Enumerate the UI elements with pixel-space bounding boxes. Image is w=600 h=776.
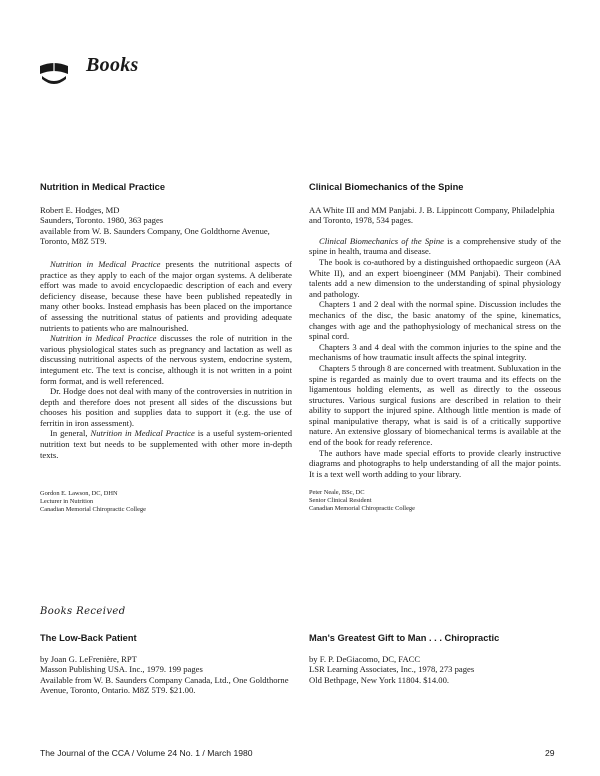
review-paragraph: In general, Nutrition in Medical Practice is a useful system-oriented nutrition text but needs to be supplemented with other more in-depth texts. [40,428,292,460]
received-book-availability: Available from W. B. Saunders Company Canada, Ltd., One Goldthorne Avenue, Toronto, Ontario. M8Z 5T9. $21.00. [40,674,289,696]
received-book-publisher: Masson Publishing USA. Inc., 1979. 199 pages [40,664,203,675]
review-authors: AA White III and MM Panjabi. J. B. Lippincott Company, Philadelphia and Toronto, 1978, 534 pages. [309,204,555,226]
review-paragraph: Clinical Biomechanics of the Spine is a comprehensive study of the spine in health, trauma and disease. [309,235,561,257]
review-meta [309,205,561,226]
received-book-details [40,654,292,696]
review-paragraph: Nutrition in Medical Practice discusses the role of nutrition in the various physiological states such as pregnancy and lactation as well as discussing nutritional aspects of the nervous system, endocrine system, integument etc. The text is concise, although it is not written in a point form format, and is well referenced. [40,333,293,386]
review-paragraph: The book is co-authored by a distinguished orthopaedic surgeon (AA White II), and an expert bioengineer (MM Panjabi). Their combined talents add a new dimension to the understanding of spinal physiology and pathology. [309,256,561,299]
review-availability: available from W. B. Saunders Company, One Goldthorne Avenue, Toronto, M8Z 5T9. [40,225,270,247]
reviewer-name: Gordon E. Lawson, DC, DHN [40,490,118,498]
received-book [40,633,292,696]
review-body [309,236,561,480]
review-paragraph: Dr. Hodge does not deal with many of the controversies in nutrition in depth and therefore does not present all sides of the discussions but chooses his position and supplies data to support it (e.g. the use of ferritin in iron assessment). [40,386,292,428]
review-paragraph: Nutrition in Medical Practice presents the nutritional aspects of practice as they apply to each of the major organ systems. A deliberate effort was made to avoid encyclopaedic description of each and every deficiency disease, because these have been published repeatedly in many other books. Instead emphasis has been placed on the importance of assessing the nutritional status of patients and providing adequate nutrients to patients who are malnourished. [40,258,292,333]
received-book-details [309,654,561,686]
review-body [40,259,292,460]
page-number: 29 [545,748,555,758]
review-paragraph: Chapters 5 through 8 are concerned with treatment. Subluxation in the spine is regarded as mainly due to overt trauma and its effects on the ligamentous holding elements, as well as directly to the osseous structures. Various surgical fusions are described in relation to their ability to support the injured spine. Although little mention is made of spinal manipulative therapy, what is said is of a critically supportive nature. An extensive glossary of biomechanical terms is available at the end of the book for ready reference. [309,362,561,448]
received-book-author: by Joan G. LeFrenière, RPT [40,653,137,664]
reviewer-signature [309,489,561,513]
received-book [309,633,561,685]
reviewer-role: Senior Clinical Resident [309,497,372,505]
book-logo-icon [36,52,72,88]
received-book-publisher: LSR Learning Associates, Inc., 1978, 273 pages [309,664,475,675]
review-paragraph: Chapters 3 and 4 deal with the common injuries to the spine and the mechanisms of how traumatic insult affects the spinal integrity. [309,341,561,363]
review-paragraph: The authors have made special efforts to provide clearly instructive diagrams and photographs to help understanding of all the major points. It is a text well worth adding to your library. [309,447,561,479]
books-received-heading: Books Received [40,606,126,617]
review-paragraph: Chapters 1 and 2 deal with the normal spine. Discussion includes the mechanics of the disc, the basic anatomy of the spine, kinematics, changes with age and the pathophysiology of mechanical stress on the spinal cord. [309,299,561,342]
review-author: Robert E. Hodges, MD [40,204,120,215]
reviewer-institution: Canadian Memorial Chiropractic College [309,505,415,513]
reviewer-name: Peter Neale, BSc, DC [309,489,365,497]
section-title: Books [86,54,139,76]
received-book-author: by F. P. DeGiacomo, DC, FACC [309,653,421,664]
received-book-title: The Low-Back Patient [40,633,137,643]
reviewer-signature [40,490,292,514]
review-title: Clinical Biomechanics of the Spine [309,182,464,192]
review-meta [40,205,292,247]
review-biomechanics [309,182,561,513]
reviewer-role: Lecturer in Nutrition [40,498,94,506]
journal-footer: The Journal of the CCA / Volume 24 No. 1 / March 1980 [40,748,253,758]
reviewer-institution: Canadian Memorial Chiropractic College [40,506,146,514]
received-book-availability: Old Bethpage, New York 11804. $14.00. [309,674,450,685]
review-title: Nutrition in Medical Practice [40,182,166,192]
review-publisher: Saunders, Toronto. 1980, 363 pages [40,215,164,226]
received-book-title: Man's Greatest Gift to Man . . . Chiropractic [309,633,500,643]
review-nutrition [40,182,292,514]
